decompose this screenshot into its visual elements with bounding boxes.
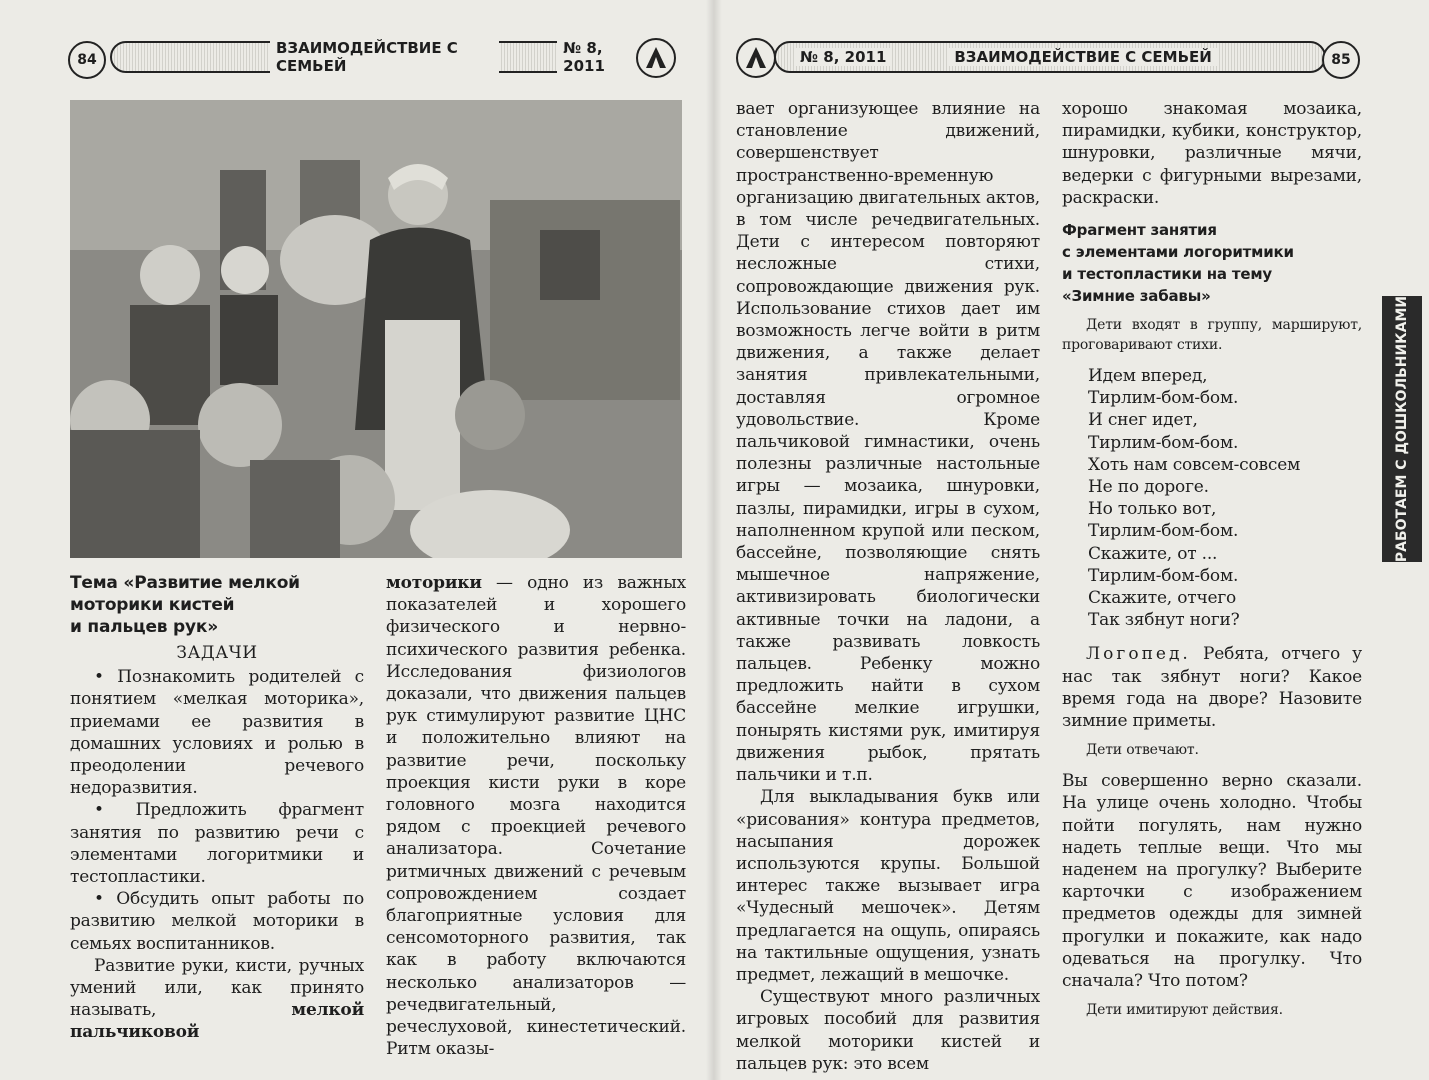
stage-direction: Дети входят в группу, маршируют, проговаривают стихи. bbox=[1062, 317, 1362, 354]
task-bullet: • Познакомить родителей с понятием «мелкая моторика», приемами ее развития в домашних условиях и ролью в преодолении речевого недоразвития. bbox=[70, 667, 364, 799]
body-paragraph bbox=[1062, 643, 1362, 732]
body-paragraph: вает организующее влияние на становление движений, совершенствует пространственно-временную организацию двигательных актов, в том числе речедвигательных. Дети с интересом повторяют несложные стихи, сопровождающие движения рук. Использование стихов дает им возможность легче войти в ритм движения, а также делает занятия привлекательными, доставляя огромное удовольствие. Кроме пальчиковой гимнастики, очень полезны различные настольные игры — мозаика, шнуровки, пазлы, пирамидки, игры в сухом, наполненном крупой или песком, бассейне, позволяющие снять мышечное напряжение, активизировать биологически активные точки на ладони, а также развивать ловкость пальцев. Ребенку можно предложить найти в сухом бассейне мелкие игрушки, понырять кистями рук, имитируя движения рыбок, прятать пальчики и т.п. bbox=[736, 99, 1040, 786]
poem-line: Хоть нам совсем-совсем bbox=[1088, 454, 1301, 475]
journal-logo-icon bbox=[636, 38, 676, 78]
topic-heading bbox=[70, 572, 364, 638]
poem-line: Тирлим-бом-бом. bbox=[1088, 521, 1239, 542]
left-page-number: 84 bbox=[68, 41, 106, 79]
right-running-head bbox=[774, 41, 1326, 73]
poem-line: Но только вот, bbox=[1088, 499, 1217, 520]
fragment-heading bbox=[1062, 219, 1362, 307]
stage-direction: Дети отвечают. bbox=[1086, 742, 1199, 759]
topic-heading-line: моторики кистей bbox=[70, 595, 235, 615]
poem-line: Идем вперед, bbox=[1088, 366, 1208, 387]
poem-line: Тирлим-бом-бом. bbox=[1088, 432, 1239, 453]
poem-line: И снег идет, bbox=[1088, 410, 1198, 431]
body-paragraph: Для выкладывания букв или «рисования» контура предметов, насыпания дорожек используются крупы. Большой интерес также вызывает игра «Чудесный мешочек». Детям предлагается на ощупь, опираясь на тактильные ощущения, узнать предмет, лежащий в мешочке. bbox=[736, 787, 1040, 985]
poem-line: Так зябнут ноги? bbox=[1088, 610, 1240, 631]
body-paragraph: хорошо знакомая мозаика, пирамидки, кубики, конструктор, шнуровки, различные мячи, ведерки с фигурными вырезами, раскраски. bbox=[1062, 99, 1362, 208]
poem-line: Тирлим-бом-бом. bbox=[1088, 388, 1239, 409]
topic-heading-line: Тема «Развитие мелкой bbox=[70, 573, 300, 593]
stage-direction: Дети имитируют действия. bbox=[1086, 1002, 1283, 1019]
column-3 bbox=[736, 98, 1040, 1075]
body-paragraph: Вы совершенно верно сказали. На улице очень холодно. Чтобы пойти погулять, нам нужно надеть теплые вещи. Что мы наденем на прогулку? Выберите карточки с изображением предметов одежды для зимней прогулки и покажите, как надо одеваться на прогулку. Что сначала? Что потом? bbox=[1062, 771, 1362, 992]
fragment-heading-line: с элементами логоритмики bbox=[1062, 243, 1294, 262]
column-4 bbox=[1062, 98, 1362, 1020]
right-page-number: 85 bbox=[1322, 41, 1360, 79]
body-paragraph bbox=[386, 572, 686, 1060]
poem-line: Тирлим-бом-бом. bbox=[1088, 565, 1239, 586]
left-header-issue: № 8, 2011 bbox=[557, 39, 642, 75]
fragment-heading-line: Фрагмент занятия bbox=[1062, 221, 1217, 240]
fragment-heading-line: «Зимние забавы» bbox=[1062, 287, 1211, 306]
body-paragraph bbox=[70, 955, 364, 1044]
topic-heading-line: и пальцев рук» bbox=[70, 617, 219, 637]
page-gutter bbox=[706, 0, 722, 1080]
task-bullet: • Предложить фрагмент занятия по развитию речи с элементами логоритмики и тестопластики. bbox=[70, 800, 364, 888]
classroom-photo bbox=[70, 100, 682, 558]
poem-line: Скажите, от ... bbox=[1088, 543, 1218, 564]
poem-line: Скажите, отчего bbox=[1088, 588, 1237, 609]
fragment-heading-line: и тестопластики на тему bbox=[1062, 265, 1272, 284]
section-side-tab bbox=[1382, 296, 1422, 562]
right-header-issue: № 8, 2011 bbox=[794, 48, 892, 66]
body-text: — одно из важных показателей и хорошего физического и нервно-психического развития ребенка. Исследования физиологов доказали, что движения пальцев рук стимулируют развитие ЦНС и положительно влияют на развитие речи, поскольку проекция кисти руки в коре головного мозга находится рядом с проекцией речевого анализатора. Сочетание ритмичных движений с речевым сопровождением создает благоприятные условия для сенсомоторного развития, так как в работу включаются несколько анализаторов — речедвигательный, речеслуховой, кинестетический. Ритм оказы- bbox=[386, 573, 686, 1060]
column-2 bbox=[386, 572, 686, 1060]
task-bullet: • Обсудить опыт работы по развитию мелкой моторики в семьях воспитанников. bbox=[70, 889, 364, 954]
right-header-title: ВЗАИМОДЕЙСТВИЕ С СЕМЬЕЙ bbox=[948, 48, 1217, 66]
tasks-heading: ЗАДАЧИ bbox=[176, 643, 258, 663]
speaker-label: Логопед. bbox=[1086, 644, 1191, 665]
bold-term: мелкой пальчиковой bbox=[70, 1000, 364, 1043]
left-header-title: ВЗАИМОДЕЙСТВИЕ С СЕМЬЕЙ bbox=[270, 39, 499, 75]
side-tab-label: РАБОТАЕМ С ДОШКОЛЬНИКАМИ bbox=[1394, 295, 1410, 563]
left-running-head bbox=[110, 41, 644, 73]
bold-term: моторики bbox=[386, 573, 482, 593]
journal-logo-icon bbox=[736, 38, 776, 78]
column-1 bbox=[70, 572, 364, 1044]
body-paragraph: Существуют много различных игровых пособий для развития мелкой моторики кистей и пальцев рук: это всем bbox=[736, 987, 1040, 1074]
body-text: Развитие руки, кисти, ручных умений или, как принято называть, bbox=[70, 955, 364, 1021]
poem-line: Не по дороге. bbox=[1088, 477, 1209, 498]
poem bbox=[1062, 365, 1362, 631]
body-text: Ребята, отчего у нас так зябнут ноги? Какое время года на дворе? Назовите зимние приметы. bbox=[1062, 644, 1362, 732]
